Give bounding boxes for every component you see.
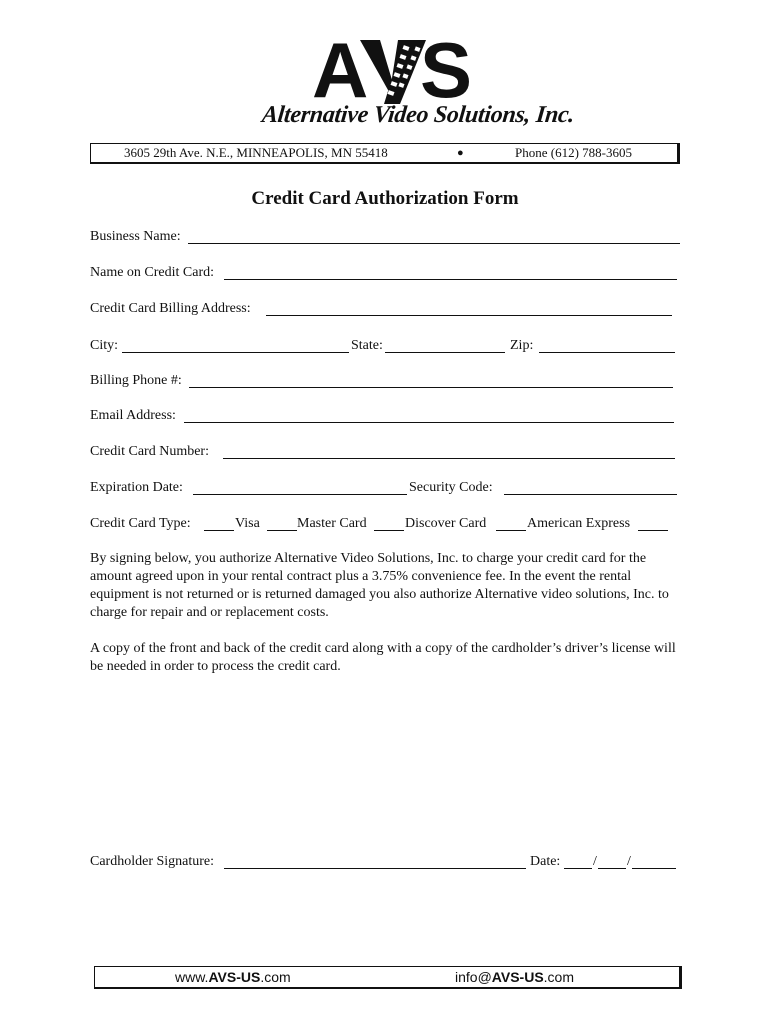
billing-phone-label: Billing Phone #: [90, 373, 182, 388]
billing-phone-field[interactable] [189, 387, 673, 388]
signature-row [90, 853, 682, 871]
business-name-row [90, 228, 682, 246]
card-number-row [90, 443, 682, 461]
card-type-label: Credit Card Type: [90, 516, 191, 531]
discover-label: Discover Card [405, 516, 487, 531]
date-label: Date: [530, 854, 561, 869]
city-field[interactable] [122, 352, 349, 353]
state-field[interactable] [385, 352, 505, 353]
visa-label: Visa [235, 516, 260, 531]
date-separator: / [593, 854, 597, 869]
visa-checkbox-line[interactable] [204, 530, 234, 531]
card-number-field[interactable] [223, 458, 675, 459]
film-strip-v-icon [358, 38, 428, 106]
signature-label: Cardholder Signature: [90, 854, 215, 869]
authorization-paragraph: By signing below, you authorize Alternative Video Solutions, Inc. to charge your credit card for the amount agreed upon in your rental contract plus a 3.75% convenience fee. In the event the rental equipment is not returned or is returned damaged you also authorize Alternative video solutions, Inc. to charge for repair and or replacement costs. [90, 551, 669, 620]
website-link[interactable] [175, 967, 291, 987]
email-suffix: .com [543, 969, 574, 985]
amex-checkbox-line[interactable] [496, 530, 526, 531]
date-month-field[interactable] [564, 868, 592, 869]
expiration-security-row [90, 479, 682, 497]
date-separator: / [627, 854, 631, 869]
address-bar [90, 143, 680, 164]
state-label: State: [351, 338, 383, 353]
mastercard-checkbox-line[interactable] [267, 530, 297, 531]
email-prefix: info@ [455, 969, 492, 985]
card-type-row [90, 515, 682, 533]
email-label: Email Address: [90, 408, 176, 423]
name-on-card-label: Name on Credit Card: [90, 265, 215, 280]
footer-bar [94, 966, 682, 989]
expiration-field[interactable] [193, 494, 407, 495]
billing-address-row [90, 300, 682, 318]
logo-letter-s: S [420, 26, 471, 114]
bullet-separator: ● [457, 147, 464, 159]
card-number-label: Credit Card Number: [90, 444, 209, 459]
date-year-field[interactable] [632, 868, 676, 869]
billing-phone-row [90, 372, 682, 390]
billing-address-field[interactable] [266, 315, 672, 316]
email-row [90, 407, 682, 425]
mastercard-label: Master Card [297, 516, 367, 531]
email-field[interactable] [184, 422, 674, 423]
company-address: 3605 29th Ave. N.E., MINNEAPOLIS, MN 55418 [124, 145, 388, 160]
website-brand: AVS-US [208, 969, 261, 985]
email-link[interactable] [455, 967, 574, 987]
form-title: Credit Card Authorization Form [251, 188, 519, 209]
website-suffix: .com [260, 969, 291, 985]
discover-checkbox-line[interactable] [374, 530, 404, 531]
amex-label: American Express [527, 516, 631, 531]
business-name-field[interactable] [188, 243, 680, 244]
company-phone: Phone (612) 788-3605 [515, 145, 632, 160]
zip-label: Zip: [510, 338, 534, 353]
name-on-card-field[interactable] [224, 279, 677, 280]
date-day-field[interactable] [598, 868, 626, 869]
name-on-card-row [90, 264, 682, 282]
company-logo [260, 26, 576, 140]
city-state-zip-row [90, 337, 682, 355]
signature-field[interactable] [224, 868, 526, 869]
company-name-script: Alternative Video Solutions, Inc. [260, 102, 576, 128]
security-code-label: Security Code: [409, 480, 493, 495]
email-brand: AVS-US [491, 969, 544, 985]
amex-trailing-line[interactable] [638, 530, 668, 531]
website-prefix: www. [175, 969, 209, 985]
billing-address-label: Credit Card Billing Address: [90, 301, 251, 316]
security-code-field[interactable] [504, 494, 677, 495]
logo-letter-a: A [312, 26, 367, 114]
zip-field[interactable] [539, 352, 675, 353]
expiration-label: Expiration Date: [90, 480, 183, 495]
business-name-label: Business Name: [90, 229, 181, 244]
city-label: City: [90, 338, 119, 353]
documentation-paragraph: A copy of the front and back of the credit card along with a copy of the cardholder’s driver’s license will be needed in order to process the credit card. [90, 641, 676, 674]
